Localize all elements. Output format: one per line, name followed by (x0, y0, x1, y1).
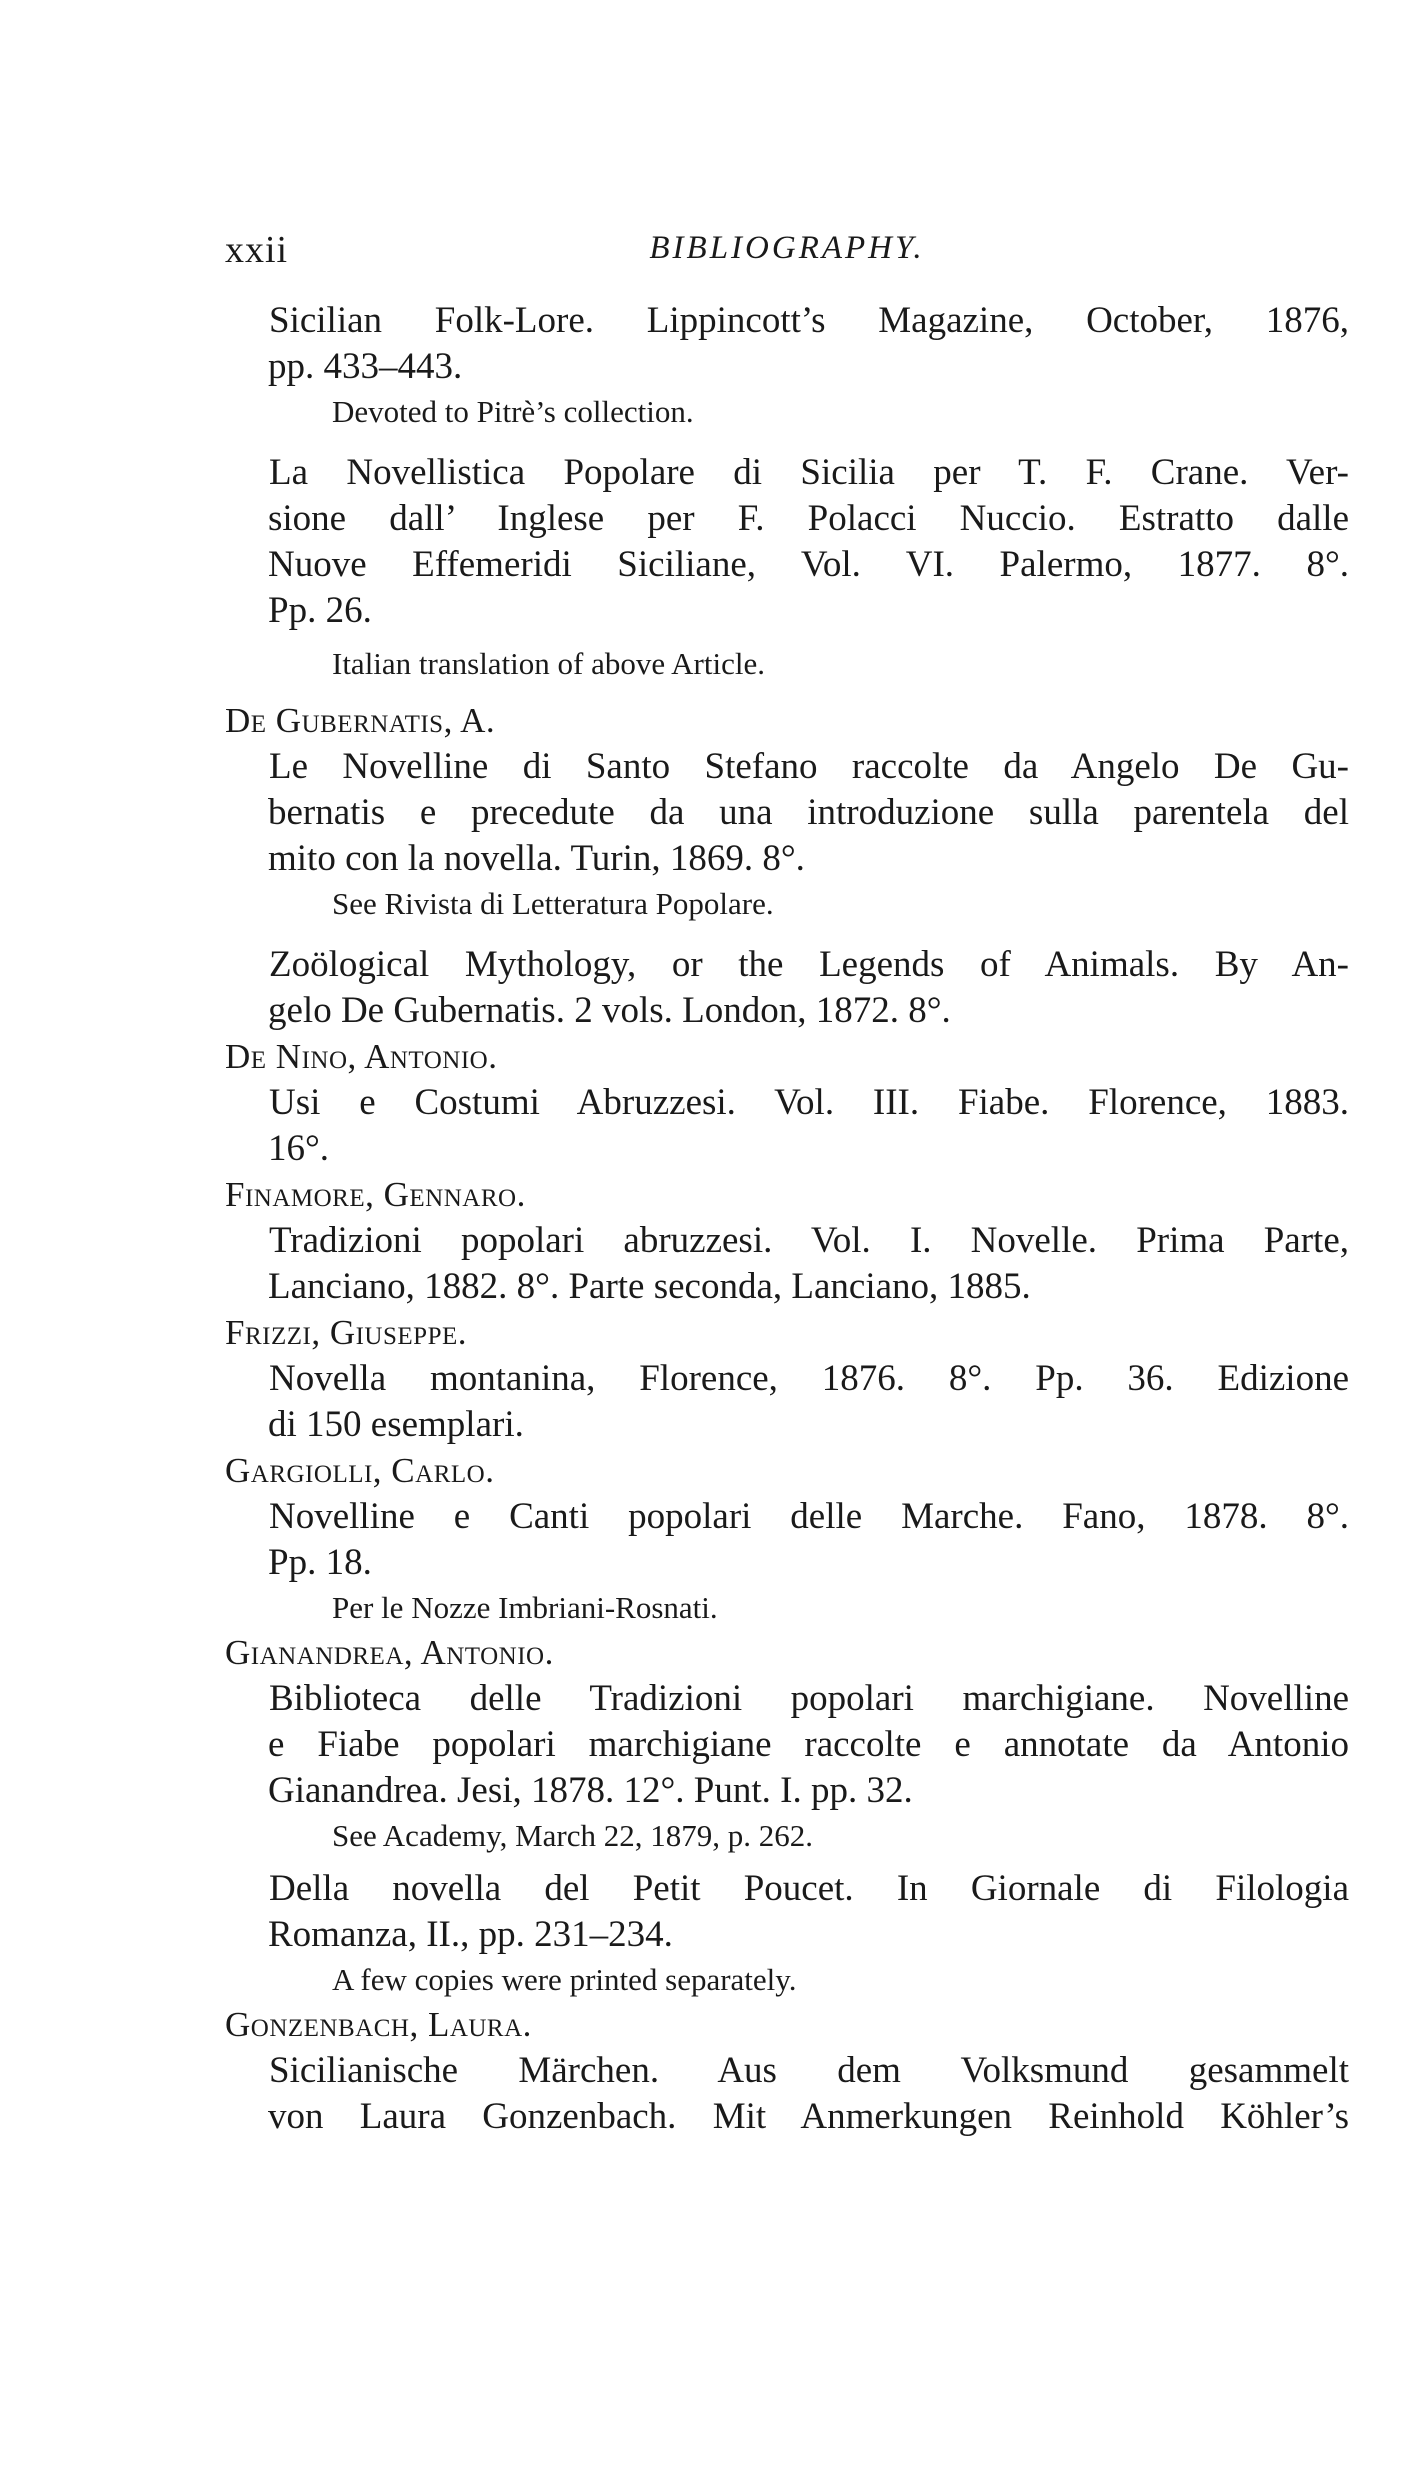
entry-line: 16°. (268, 1128, 330, 1169)
entry-line: e Fiabe popolari marchigiane raccolte e annotate da Antonio (268, 1724, 1349, 1765)
entry-line: Pp. 18. (268, 1542, 372, 1583)
entry-line: Lanciano, 1882. 8°. Parte seconda, Lanciano, 1885. (268, 1266, 1031, 1307)
entry-line: Usi e Costumi Abruzzesi. Vol. III. Fiabe. Florence, 1883. (269, 1082, 1349, 1123)
entry-line: Sicilianische Märchen. Aus dem Volksmund gesammelt (269, 2050, 1349, 2091)
entry-line: von Laura Gonzenbach. Mit Anmerkungen Reinhold Köhler’s (268, 2096, 1349, 2137)
entry-line: La Novellistica Popolare di Sicilia per T. F. Crane. Ver- (269, 452, 1349, 493)
entry-line: sione dall’ Inglese per F. Polacci Nuccio. Estratto dalle (268, 498, 1349, 539)
entry-line: Tradizioni popolari abruzzesi. Vol. I. Novelle. Prima Parte, (269, 1220, 1349, 1261)
entry-line: mito con la novella. Turin, 1869. 8°. (268, 838, 805, 879)
entry-note: Per le Nozze Imbriani-Rosnati. (332, 1590, 718, 1625)
entry-note: Italian translation of above Article. (332, 646, 765, 681)
entry-line: Romanza, II., pp. 231–234. (268, 1914, 673, 1955)
author-heading: Finamore, Gennaro. (225, 1175, 526, 1214)
entry-line: bernatis e precedute da una introduzione sulla parentela del (268, 792, 1349, 833)
author-heading: Gonzenbach, Laura. (225, 2005, 532, 2044)
entry-note: Devoted to Pitrè’s collection. (332, 394, 694, 429)
entry-line: Gianandrea. Jesi, 1878. 12°. Punt. I. pp. 32. (268, 1770, 913, 1811)
author-heading: De Nino, Antonio. (225, 1037, 498, 1076)
entry-line: pp. 433–443. (268, 346, 463, 387)
author-heading: Gargiolli, Carlo. (225, 1451, 495, 1490)
entry-line: gelo De Gubernatis. 2 vols. London, 1872. 8°. (268, 990, 951, 1031)
running-title: BIBLIOGRAPHY. (649, 230, 925, 266)
page-header (225, 228, 1349, 274)
entry-line: Zoölogical Mythology, or the Legends of Animals. By An- (269, 944, 1349, 985)
entry-line: Novella montanina, Florence, 1876. 8°. Pp. 36. Edizione (269, 1358, 1349, 1399)
entry-note: See Academy, March 22, 1879, p. 262. (332, 1818, 813, 1853)
entry-note: See Rivista di Letteratura Popolare. (332, 886, 774, 921)
entry-line: Sicilian Folk-Lore. Lippincott’s Magazine, October, 1876, (269, 300, 1349, 341)
entry-line: Della novella del Petit Poucet. In Giornale di Filologia (269, 1868, 1349, 1909)
author-heading: Gianandrea, Antonio. (225, 1633, 554, 1672)
entry-line: Pp. 26. (268, 590, 372, 631)
entry-line: Novelline e Canti popolari delle Marche. Fano, 1878. 8°. (269, 1496, 1349, 1537)
entry-line: Biblioteca delle Tradizioni popolari marchigiane. Novelline (269, 1678, 1349, 1719)
page-number: xxii (225, 229, 289, 271)
author-heading: De Gubernatis, A. (225, 701, 496, 740)
entry-line: di 150 esemplari. (268, 1404, 524, 1445)
entry-line: Nuove Effemeridi Siciliane, Vol. VI. Palermo, 1877. 8°. (268, 544, 1349, 585)
entry-line: Le Novelline di Santo Stefano raccolte da Angelo De Gu- (269, 746, 1349, 787)
entry-note: A few copies were printed separately. (332, 1962, 797, 1997)
bibliography-body (225, 298, 1349, 2140)
author-heading: Frizzi, Giuseppe. (225, 1313, 467, 1352)
